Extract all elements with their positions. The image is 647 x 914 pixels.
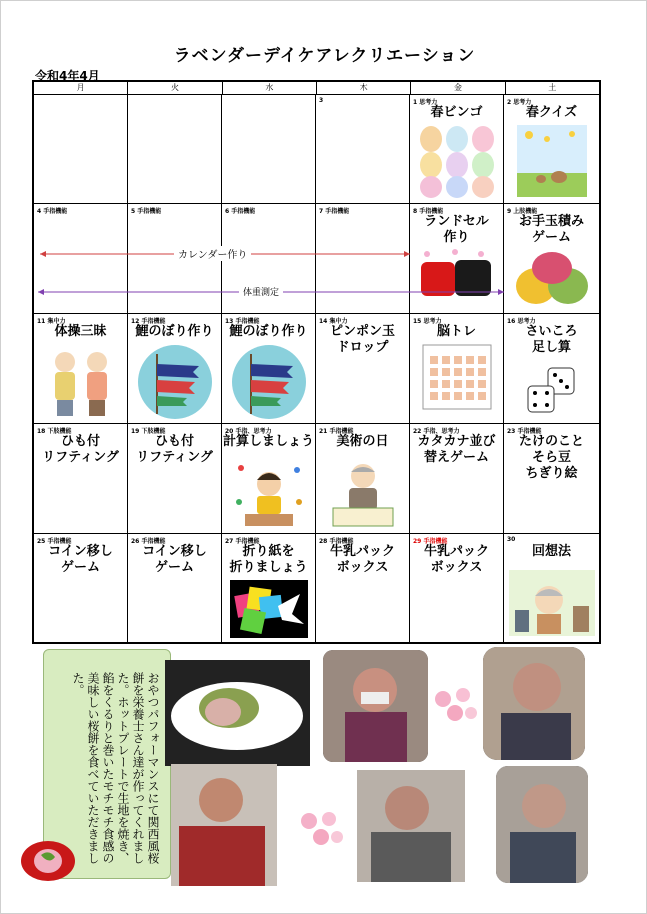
activity-label: 鯉のぼり作り xyxy=(229,324,308,339)
day-number: 18 下肢機能 xyxy=(37,428,72,435)
day-number: 15 思考力 xyxy=(413,318,442,325)
activity-label: 折り紙を 折りましょう xyxy=(229,544,308,575)
activity-label: 計算しましょう xyxy=(222,434,314,449)
activity-label: ひも付 リフティング xyxy=(42,434,119,465)
activity-label: 回想法 xyxy=(531,544,571,559)
senior-eating-photo xyxy=(171,764,277,886)
day-cell-29 xyxy=(410,534,504,642)
koinobori-illustration xyxy=(231,344,307,420)
day-number: 3 xyxy=(319,97,324,104)
activity-label: 脳トレ xyxy=(436,324,476,339)
day-cell-11 xyxy=(34,314,128,424)
day-cell-1 xyxy=(410,95,504,204)
day-cell-19 xyxy=(128,424,222,534)
day-number: 4 手指機能 xyxy=(37,208,68,215)
calendar xyxy=(32,80,601,644)
sakura-mochi-photo xyxy=(165,660,310,766)
day-number: 13 手指機能 xyxy=(225,318,260,325)
activity-label: 美術の日 xyxy=(336,434,389,449)
reminiscence-illustration xyxy=(509,570,595,636)
activity-label: コイン移し ゲーム xyxy=(142,544,207,575)
day-number: 5 手指機能 xyxy=(131,208,162,215)
day-number: 14 集中力 xyxy=(319,318,348,325)
day-cell-20 xyxy=(222,424,316,534)
weekday-fri: 金 xyxy=(411,82,505,94)
weekday-thu: 木 xyxy=(317,82,411,94)
day-number: 12 手指機能 xyxy=(131,318,166,325)
activity-label: 牛乳パック ボックス xyxy=(423,544,489,575)
day-cell-21 xyxy=(316,424,410,534)
seniors-exercise-illustration xyxy=(43,348,119,418)
day-number: 30 xyxy=(507,536,516,543)
day-number: 29 手指機能 xyxy=(413,538,448,545)
day-cell-28 xyxy=(316,534,410,642)
page-title: ラベンダーデイケアレクリエーション xyxy=(173,46,476,66)
day-number: 16 思考力 xyxy=(507,318,536,325)
cell-empty xyxy=(222,95,316,204)
day-cell-15 xyxy=(410,314,504,424)
activity-label: 体操三昧 xyxy=(54,324,107,339)
dice-illustration xyxy=(522,366,582,416)
sakura-icon xyxy=(429,685,481,725)
easter-eggs-illustration xyxy=(417,125,497,199)
day-cell-3 xyxy=(316,95,410,204)
activity-label: 牛乳パック ボックス xyxy=(329,544,395,575)
band-arrows xyxy=(34,242,599,302)
day-number: 23 手指機能 xyxy=(507,428,542,435)
activity-label: ランドセル 作り xyxy=(424,214,489,245)
day-number: 22 手指、思考力 xyxy=(413,428,460,435)
day-cell-13 xyxy=(222,314,316,424)
koinobori-illustration xyxy=(137,344,213,420)
senior-eating-photo xyxy=(357,770,465,882)
day-cell-12 xyxy=(128,314,222,424)
day-number: 19 下肢機能 xyxy=(131,428,166,435)
sakura-icon xyxy=(295,807,347,849)
weekday-header xyxy=(34,82,599,95)
activity-label: ひも付 リフティング xyxy=(136,434,213,465)
note-text: おやつパフォーマンスにて関西風桜餅を栄養士さん達が作ってくれました。ホットプレートで生地を焼き、餡をくるりと巻いたモチモチ食感の美味しい桜餅を食べていただきました。 xyxy=(71,672,160,864)
activity-label: コイン移し ゲーム xyxy=(48,544,113,575)
day-cell-16 xyxy=(504,314,599,424)
day-cell-18 xyxy=(34,424,128,534)
cell-empty xyxy=(128,95,222,204)
activity-label: さいころ 足し算 xyxy=(525,324,578,355)
weight-measure-band: 体重測定 xyxy=(239,285,283,298)
day-number: 1 思考力 xyxy=(413,99,438,106)
puzzle-sheet-illustration xyxy=(422,344,492,410)
calendar-making-band: カレンダー作り xyxy=(174,246,251,261)
day-cell-30 xyxy=(504,534,599,642)
activity-label: お手玉積み ゲーム xyxy=(518,214,584,245)
day-number: 27 手指機能 xyxy=(225,538,260,545)
day-cell-23 xyxy=(504,424,599,534)
month-label: 令和4年4月 xyxy=(35,69,100,83)
day-number: 11 集中力 xyxy=(37,318,66,325)
day-number: 25 手指機能 xyxy=(37,538,72,545)
senior-eating-photo xyxy=(323,650,428,762)
day-cell-2 xyxy=(504,95,599,204)
day-cell-14 xyxy=(316,314,410,424)
cell-empty xyxy=(34,95,128,204)
day-number: 28 手指機能 xyxy=(319,538,354,545)
senior-eating-photo xyxy=(483,647,585,760)
day-number: 21 手指機能 xyxy=(319,428,354,435)
weekday-mon: 月 xyxy=(34,82,128,94)
spring-meadow-illustration xyxy=(517,125,587,197)
day-cell-22 xyxy=(410,424,504,534)
day-number: 20 手指、思考力 xyxy=(225,428,272,435)
sakura-mochi-icon xyxy=(19,839,77,883)
senior-eating-photo xyxy=(496,766,588,883)
day-number: 6 手指機能 xyxy=(225,208,256,215)
weekday-sat: 土 xyxy=(548,83,557,92)
child-studying-illustration xyxy=(231,458,307,528)
weekday-wed: 水 xyxy=(223,82,317,94)
senior-painting-illustration xyxy=(325,458,401,528)
activity-label: ピンポン玉 ドロップ xyxy=(329,324,395,355)
activity-label: たけのこと そら豆 ちぎり絵 xyxy=(518,434,584,481)
day-number: 7 手指機能 xyxy=(319,208,350,215)
day-number: 26 手指機能 xyxy=(131,538,166,545)
day-cell-27 xyxy=(222,534,316,642)
weekday-tue: 火 xyxy=(128,82,222,94)
day-number: 2 思考力 xyxy=(507,99,532,106)
activity-label: 春クイズ xyxy=(525,105,578,120)
activity-label: 鯉のぼり作り xyxy=(135,324,214,339)
day-cell-26 xyxy=(128,534,222,642)
origami-illustration xyxy=(230,580,308,638)
activity-label: 春ビンゴ xyxy=(430,105,483,120)
day-number: 8 手指機能 xyxy=(413,208,444,215)
activity-label: カタカナ並び 替えゲーム xyxy=(417,434,496,465)
day-number: 9 上肢機能 xyxy=(507,208,538,215)
day-cell-25 xyxy=(34,534,128,642)
